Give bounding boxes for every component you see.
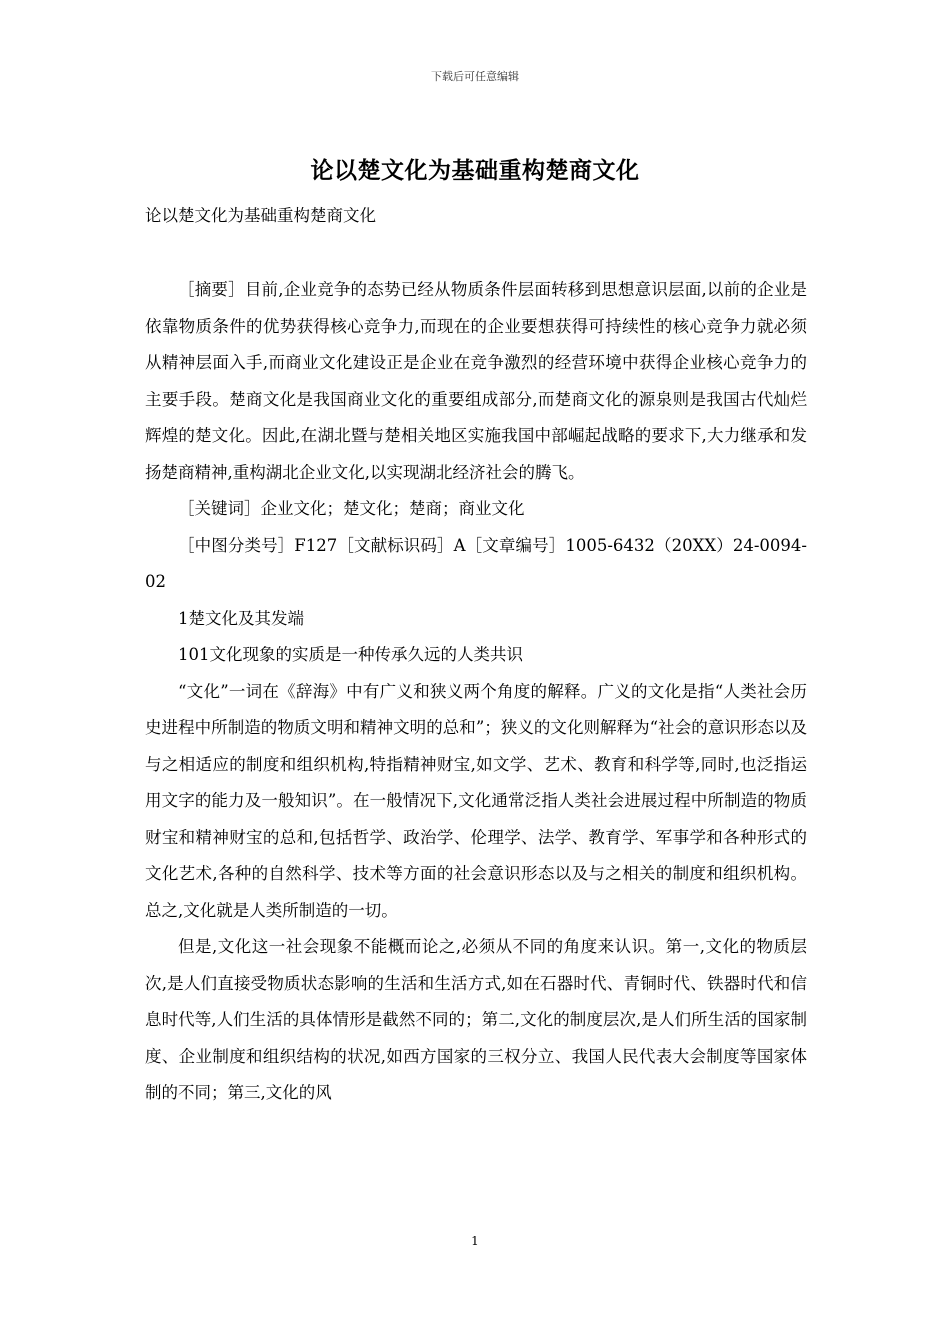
section-heading: 1楚文化及其发端: [178, 608, 304, 628]
keywords-paragraph: ［关键词］企业文化；楚文化；楚商；商业文化: [178, 499, 525, 518]
document-title: 论以楚文化为基础重构楚商文化: [310, 157, 640, 184]
document-subtitle: 论以楚文化为基础重构楚商文化: [145, 206, 376, 225]
abstract-paragraph: ［摘要］目前,企业竞争的态势已经从物质条件层面转移到思想意识层面,以前的企业是依靠物质条件的优势获得核心竞争力,而现在的企业要想获得可持续性的核心竞争力就必须从精神层面入手,而商业文化建设正是企业在竞争激烈的经营环境中获得企业核心竞争力的主要手段。楚商文化是我国商业文化的重要组成部分,而楚商文化的源泉则是我国古代灿烂辉煌的楚文化。因此,在湖北暨与楚相关地区实施我国中部崛起战略的要求下,大力继承和发扬楚商精神,重构湖北企业文化,以实现湖北经济社会的腾飞。: [145, 280, 807, 482]
subsection-heading: 101文化现象的实质是一种传承久远的人类共识: [178, 645, 523, 664]
document-body: [145, 272, 807, 1112]
page-header-note: 下载后可任意编辑: [431, 70, 519, 83]
body-paragraph: 但是,文化这一社会现象不能概而论之,必须从不同的角度来认识。第一,文化的物质层次,是人们直接受物质状态影响的生活和生活方式,如在石器时代、青铜时代、铁器时代和信息时代等,人们生活的具体情形是截然不同的；第二,文化的制度层次,是人们所生活的国家制度、企业制度和组织结构的状况,如西方国家的三权分立、我国人民代表大会制度等国家体制的不同；第三,文化的风: [145, 937, 807, 1102]
body-paragraph: “文化”一词在《辞海》中有广义和狭义两个角度的解释。广义的文化是指“人类社会历史进程中所制造的物质文明和精神文明的总和”；狭义的文化则解释为“社会的意识形态以及与之相适应的制度和组织机构,特指精神财宝,如文学、艺术、教育和科学等,同时,也泛指运用文字的能力及一般知识”。在一般情况下,文化通常泛指人类社会进展过程中所制造的物质财宝和精神财宝的总和,包括哲学、政治学、伦理学、法学、教育学、军事学和各种形式的文化艺术,各种的自然科学、技术等方面的社会意识形态以及与之相关的制度和组织机构。总之,文化就是人类所制造的一切。: [145, 681, 807, 920]
page-number: 1: [471, 1234, 479, 1248]
classification-paragraph: ［中图分类号］F127［文献标识码］A［文章编号］1005-6432（20XX）24-0094-02: [145, 535, 807, 591]
